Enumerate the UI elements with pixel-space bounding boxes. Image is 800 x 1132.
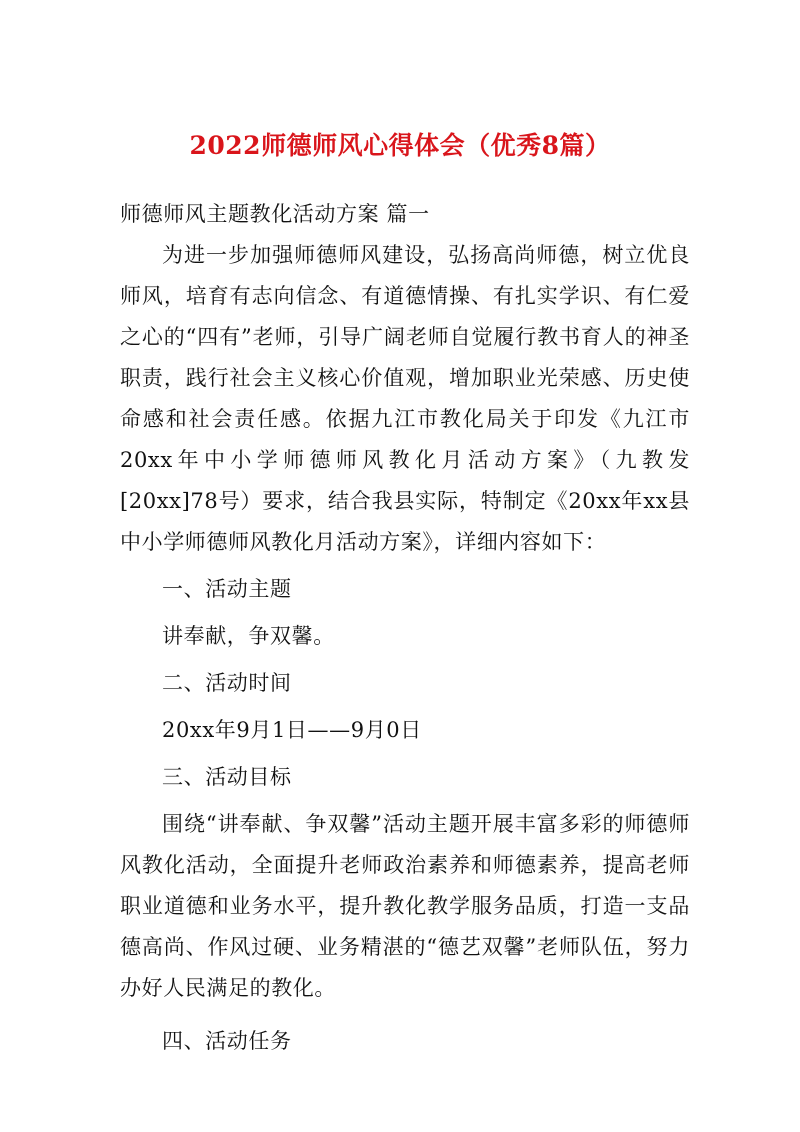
item2-body: 20xx年9月1日——9月0日: [162, 718, 422, 742]
document-body: [120, 194, 690, 1062]
item3-heading: 三、活动目标: [162, 765, 292, 789]
section-heading: 师德师风主题教化活动方案 篇一: [120, 202, 430, 226]
document-title: 2022师德师风心得体会（优秀8篇）: [189, 131, 611, 160]
item2-heading: 二、活动时间: [162, 671, 292, 695]
item1-body: 讲奉献，争双馨。: [162, 624, 335, 648]
intro-paragraph: 为进一步加强师德师风建设，弘扬高尚师德，树立优良师风，培育有志向信念、有道德情操、有扎实学识、有仁爱之心的“四有”老师，引导广阔老师自觉履行教书育人的神圣职责，践行社会主义核心价值观，增加职业光荣感、历史使命感和社会责任感。依据九江市教化局关于印发《九江市20xx年中小学师德师风教化月活动方案》（九教发[20xx]78号）要求，结合我县实际，特制定《20xx年xx县中小学师德师风教化月活动方案》，详细内容如下：: [120, 243, 690, 554]
item3-body: 围绕“讲奉献、争双馨”活动主题开展丰富多彩的师德师风教化活动，全面提升老师政治素养和师德素养，提高老师职业道德和业务水平，提升教化教学服务品质，打造一支品德高尚、作风过硬、业务精湛的“德艺双馨”老师队伍，努力办好人民满足的教化。: [120, 812, 690, 1000]
item1-heading: 一、活动主题: [162, 577, 292, 601]
item4-heading: 四、活动任务: [162, 1029, 292, 1053]
